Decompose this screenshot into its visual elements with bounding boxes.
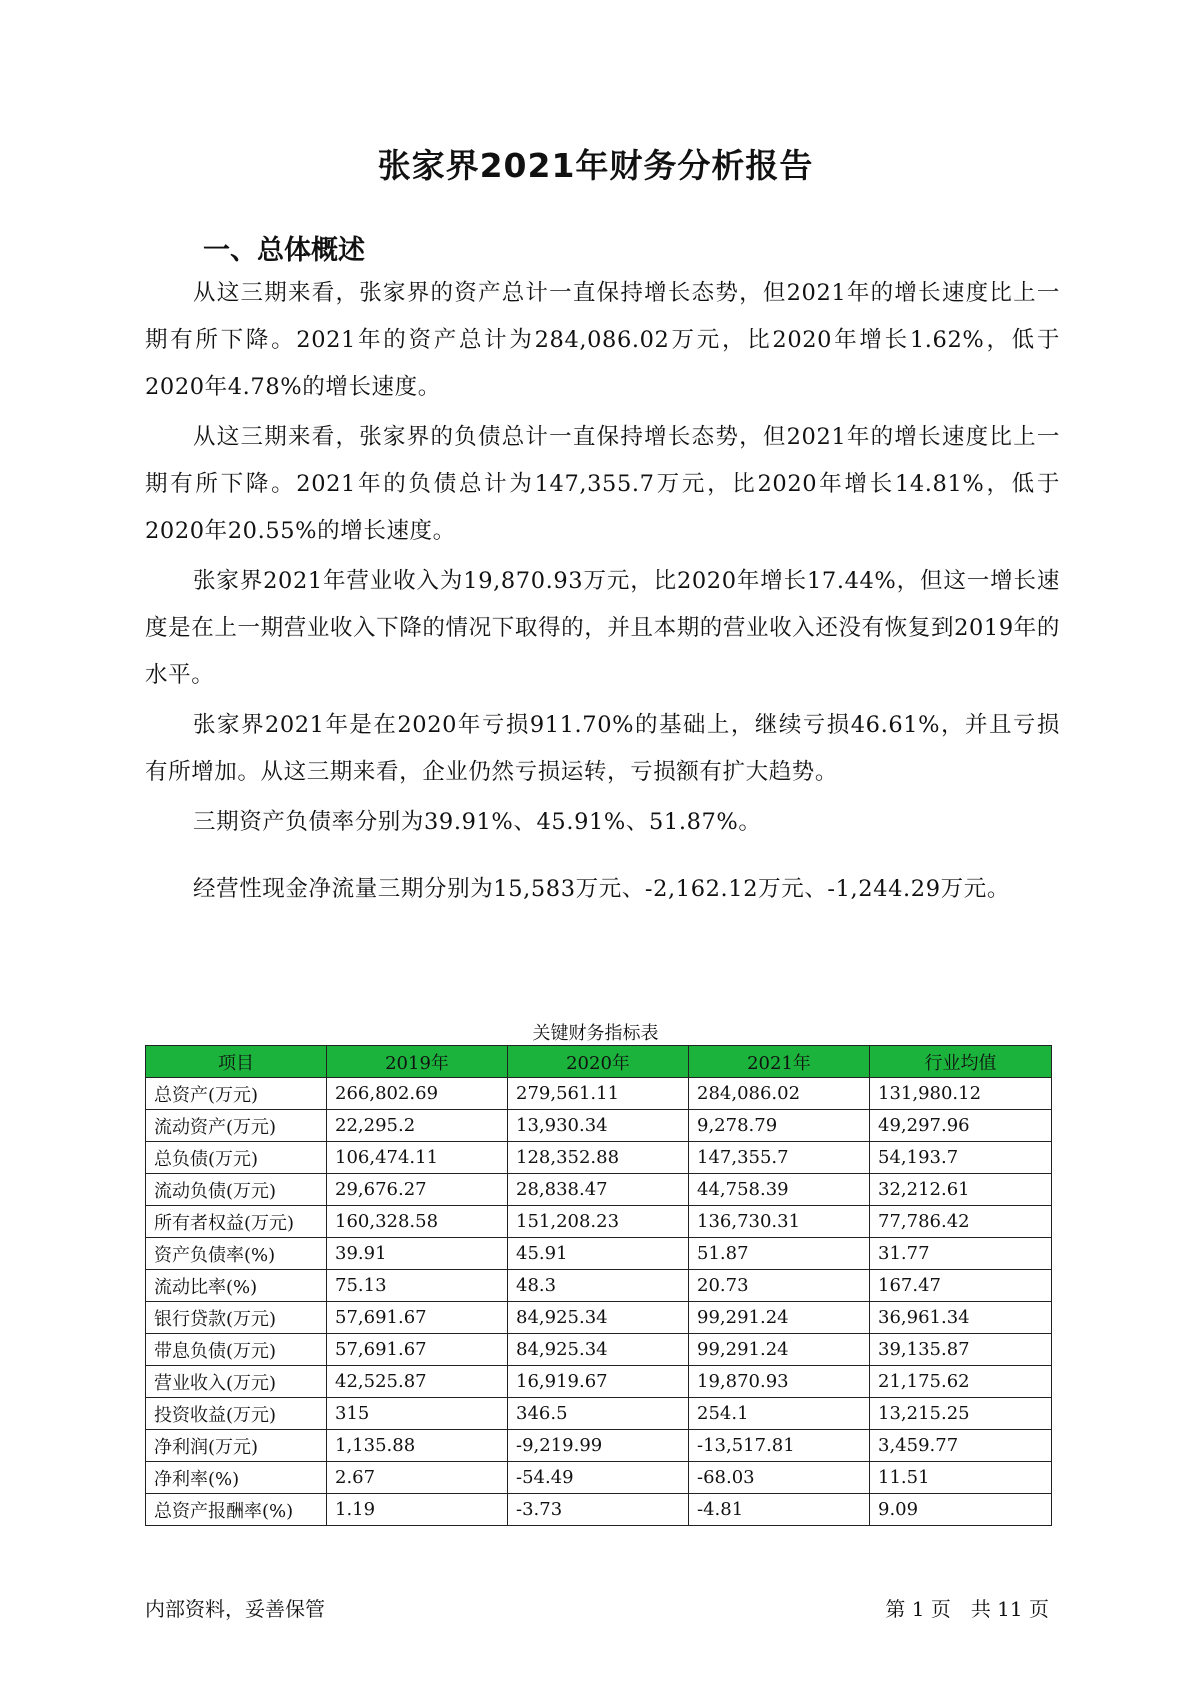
value-cell: 42,525.87	[327, 1366, 508, 1398]
value-cell: 9.09	[870, 1494, 1052, 1526]
value-cell: 77,786.42	[870, 1206, 1052, 1238]
header-industry-avg: 行业均值	[870, 1046, 1052, 1078]
header-2019: 2019年	[327, 1046, 508, 1078]
value-cell: 28,838.47	[508, 1174, 689, 1206]
header-2021: 2021年	[689, 1046, 870, 1078]
value-cell: 84,925.34	[508, 1334, 689, 1366]
value-cell: 39.91	[327, 1238, 508, 1270]
value-cell: 151,208.23	[508, 1206, 689, 1238]
paragraph-revenue: 张家界2021年营业收入为19,870.93万元，比2020年增长17.44%，但这一增长速度是在上一期营业收入下降的情况下取得的，并且本期的营业收入还没有恢复到2019年的水平。	[145, 568, 1060, 688]
value-cell: -3.73	[508, 1494, 689, 1526]
value-cell: 49,297.96	[870, 1110, 1052, 1142]
row-label-cell: 总资产(万元)	[146, 1078, 327, 1110]
value-cell: 51.87	[689, 1238, 870, 1270]
row-label-cell: 银行贷款(万元)	[146, 1302, 327, 1334]
table-row	[146, 1334, 1052, 1366]
value-cell: 45.91	[508, 1238, 689, 1270]
table-caption: 关键财务指标表	[532, 1023, 659, 1044]
value-cell: 44,758.39	[689, 1174, 870, 1206]
table-row	[146, 1366, 1052, 1398]
value-cell: 147,355.7	[689, 1142, 870, 1174]
value-cell: -68.03	[689, 1462, 870, 1494]
value-cell: 279,561.11	[508, 1078, 689, 1110]
table-row	[146, 1302, 1052, 1334]
value-cell: 11.51	[870, 1462, 1052, 1494]
header-2020: 2020年	[508, 1046, 689, 1078]
table-row	[146, 1206, 1052, 1238]
value-cell: 254.1	[689, 1398, 870, 1430]
value-cell: 106,474.11	[327, 1142, 508, 1174]
row-label-cell: 流动负债(万元)	[146, 1174, 327, 1206]
value-cell: 29,676.27	[327, 1174, 508, 1206]
value-cell: 57,691.67	[327, 1334, 508, 1366]
row-label-cell: 总负债(万元)	[146, 1142, 327, 1174]
value-cell: 21,175.62	[870, 1366, 1052, 1398]
value-cell: 20.73	[689, 1270, 870, 1302]
value-cell: 54,193.7	[870, 1142, 1052, 1174]
row-label-cell: 投资收益(万元)	[146, 1398, 327, 1430]
value-cell: 266,802.69	[327, 1078, 508, 1110]
value-cell: 48.3	[508, 1270, 689, 1302]
table-row	[146, 1142, 1052, 1174]
value-cell: 160,328.58	[327, 1206, 508, 1238]
table-header-row	[146, 1046, 1052, 1078]
section-heading: 一、总体概述	[203, 235, 365, 266]
value-cell: 1,135.88	[327, 1430, 508, 1462]
row-label-cell: 净利率(%)	[146, 1462, 327, 1494]
footer-confidential-note: 内部资料，妥善保管	[145, 1597, 325, 1621]
value-cell: 36,961.34	[870, 1302, 1052, 1334]
table-row	[146, 1430, 1052, 1462]
value-cell: -13,517.81	[689, 1430, 870, 1462]
row-label-cell: 资产负债率(%)	[146, 1238, 327, 1270]
value-cell: 84,925.34	[508, 1302, 689, 1334]
row-label-cell: 所有者权益(万元)	[146, 1206, 327, 1238]
value-cell: 128,352.88	[508, 1142, 689, 1174]
value-cell: 32,212.61	[870, 1174, 1052, 1206]
value-cell: 75.13	[327, 1270, 508, 1302]
value-cell: 31.77	[870, 1238, 1052, 1270]
value-cell: 2.67	[327, 1462, 508, 1494]
row-label-cell: 营业收入(万元)	[146, 1366, 327, 1398]
table-row	[146, 1270, 1052, 1302]
value-cell: 19,870.93	[689, 1366, 870, 1398]
footer-page-number: 第 1 页 共 11 页	[885, 1597, 1049, 1621]
row-label-cell: 总资产报酬率(%)	[146, 1494, 327, 1526]
header-item: 项目	[146, 1046, 327, 1078]
value-cell: 99,291.24	[689, 1334, 870, 1366]
row-label-cell: 净利润(万元)	[146, 1430, 327, 1462]
value-cell: 167.47	[870, 1270, 1052, 1302]
value-cell: 13,215.25	[870, 1398, 1052, 1430]
value-cell: 3,459.77	[870, 1430, 1052, 1462]
value-cell: 57,691.67	[327, 1302, 508, 1334]
value-cell: 315	[327, 1398, 508, 1430]
table-row	[146, 1238, 1052, 1270]
table-row	[146, 1462, 1052, 1494]
value-cell: 131,980.12	[870, 1078, 1052, 1110]
paragraph-assets: 从这三期来看，张家界的资产总计一直保持增长态势，但2021年的增长速度比上一期有所下降。2021年的资产总计为284,086.02万元，比2020年增长1.62%，低于2020年4.78%的增长速度。	[145, 280, 1060, 400]
paragraph-debt-ratio: 三期资产负债率分别为39.91%、45.91%、51.87%。	[193, 809, 762, 835]
value-cell: -9,219.99	[508, 1430, 689, 1462]
table-row	[146, 1078, 1052, 1110]
paragraph-profit: 张家界2021年是在2020年亏损911.70%的基础上，继续亏损46.61%，并且亏损有所增加。从这三期来看，企业仍然亏损运转，亏损额有扩大趋势。	[145, 712, 1060, 785]
row-label-cell: 带息负债(万元)	[146, 1334, 327, 1366]
row-label-cell: 流动资产(万元)	[146, 1110, 327, 1142]
key-financial-indicators-table	[145, 1045, 1052, 1526]
value-cell: 9,278.79	[689, 1110, 870, 1142]
value-cell: 39,135.87	[870, 1334, 1052, 1366]
table-row	[146, 1110, 1052, 1142]
table-row	[146, 1174, 1052, 1206]
value-cell: -4.81	[689, 1494, 870, 1526]
value-cell: 136,730.31	[689, 1206, 870, 1238]
table-row	[146, 1494, 1052, 1526]
table-row	[146, 1398, 1052, 1430]
value-cell: -54.49	[508, 1462, 689, 1494]
row-label-cell: 流动比率(%)	[146, 1270, 327, 1302]
value-cell: 22,295.2	[327, 1110, 508, 1142]
page-title: 张家界2021年财务分析报告	[377, 146, 814, 185]
value-cell: 284,086.02	[689, 1078, 870, 1110]
paragraph-liabilities: 从这三期来看，张家界的负债总计一直保持增长态势，但2021年的增长速度比上一期有所下降。2021年的负债总计为147,355.7万元，比2020年增长14.81%，低于2020年20.55%的增长速度。	[145, 424, 1060, 544]
value-cell: 99,291.24	[689, 1302, 870, 1334]
value-cell: 13,930.34	[508, 1110, 689, 1142]
value-cell: 346.5	[508, 1398, 689, 1430]
paragraph-cashflow: 经营性现金净流量三期分别为15,583万元、-2,162.12万元、-1,244.29万元。	[193, 876, 1010, 902]
value-cell: 16,919.67	[508, 1366, 689, 1398]
value-cell: 1.19	[327, 1494, 508, 1526]
